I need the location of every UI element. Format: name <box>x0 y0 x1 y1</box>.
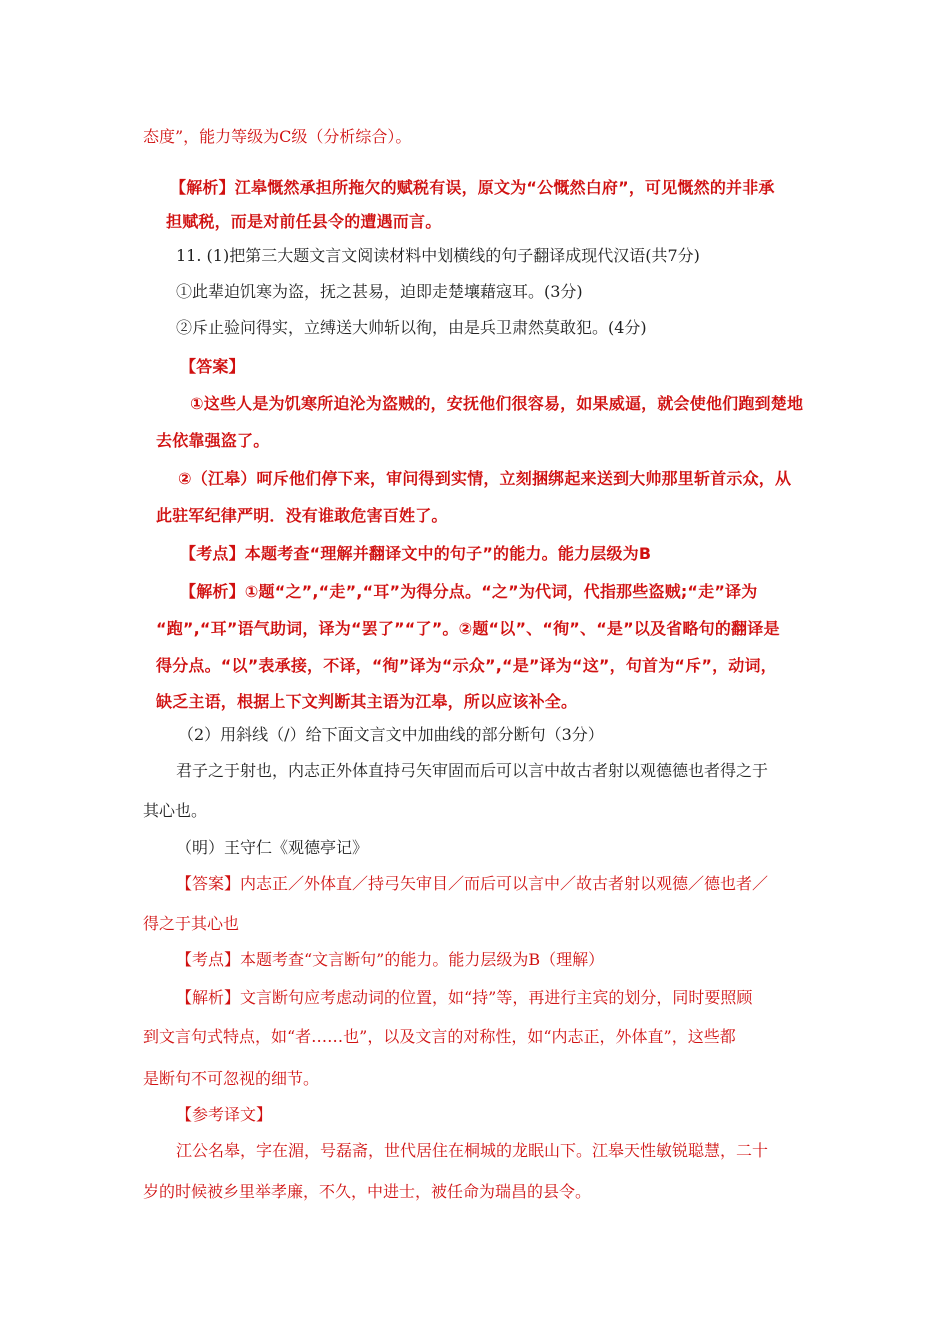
passage-line: 其心也。 <box>143 801 208 820</box>
question-title: （2）用斜线（/）给下面文言文中加曲线的部分断句（3分） <box>178 725 604 744</box>
answer-line: 此驻军纪律严明．没有谁敢危害百姓了。 <box>156 506 448 525</box>
analysis-line: 得分点。“以”表承接，不译，“徇”译为“示众”,“是”译为“这”，句首为“斥”，动词， <box>156 656 777 675</box>
analysis-line: “跑”,“耳”语气助词，译为“罢了”“了”。②题“以”、“徇”、“是”以及省略句的翻译是 <box>156 619 780 638</box>
point-line: 【考点】本题考查“文言断句”的能力。能力层级为B（理解） <box>176 950 605 969</box>
analysis-line: 到文言句式特点，如“者……也”，以及文言的对称性，如“内志正，外体直”，这些都 <box>143 1027 736 1046</box>
answer-line: ②（江皋）呵斥他们停下来，审问得到实情，立刻捆绑起来送到大帅那里斩首示众，从 <box>178 469 792 488</box>
analysis-line: 【解析】江皋慨然承担所拖欠的赋税有误，原文为“公慨然白府”，可见慨然的并非承 <box>170 178 775 197</box>
point-line: 【考点】本题考查“理解并翻译文中的句子”的能力。能力层级为B <box>180 544 652 563</box>
analysis-line: 【解析】文言断句应考虑动词的位置，如“持”等，再进行主宾的划分，同时要照顾 <box>176 988 753 1007</box>
translation-line: 江公名皋，字在湄，号磊斋，世代居住在桐城的龙眠山下。江皋天性敏锐聪慧，二十 <box>176 1141 769 1160</box>
passage-source: （明）王守仁《观德亭记》 <box>176 838 369 857</box>
passage-line: 君子之于射也，内志正外体直持弓矢审固而后可以言中故古者射以观德德也者得之于 <box>176 761 769 780</box>
question-title: 11. (1)把第三大题文言文阅读材料中划横线的句子翻译成现代汉语(共7分) <box>176 246 700 265</box>
answer-line: ①这些人是为饥寒所迫沦为盗贼的，安抚他们很容易，如果威逼，就会使他们跑到楚地 <box>190 394 804 413</box>
answer-heading: 【答案】 <box>180 357 245 376</box>
question-item: ②斥止验问得实，立缚送大帅斩以徇，由是兵卫肃然莫敢犯。(4分) <box>176 318 647 337</box>
translation-heading: 【参考译文】 <box>176 1105 273 1124</box>
translation-line: 岁的时候被乡里举孝廉，不久，中进士，被任命为瑞昌的县令。 <box>143 1182 592 1201</box>
analysis-line: 担赋税，而是对前任县令的遭遇而言。 <box>166 212 442 231</box>
answer-line: 【答案】内志正／外体直／持弓矢审目／而后可以言中／故古者射以观德／德也者／ <box>176 874 769 893</box>
answer-line: 得之于其心也 <box>143 914 240 933</box>
question-item: ①此辈迫饥寒为盗，抚之甚易，迫即走楚壤藉寇耳。(3分) <box>176 282 583 301</box>
analysis-line: 【解析】①题“之”,“走”,“耳”为得分点。“之”为代词，代指那些盗贼;“走”译为 <box>180 582 758 601</box>
answer-line: 去依靠强盗了。 <box>156 431 270 450</box>
analysis-line: 是断句不可忽视的细节。 <box>143 1069 320 1088</box>
text-line: 态度”，能力等级为C级（分析综合）。 <box>143 127 412 146</box>
analysis-line: 缺乏主语，根据上下文判断其主语为江皋，所以应该补全。 <box>156 692 578 711</box>
